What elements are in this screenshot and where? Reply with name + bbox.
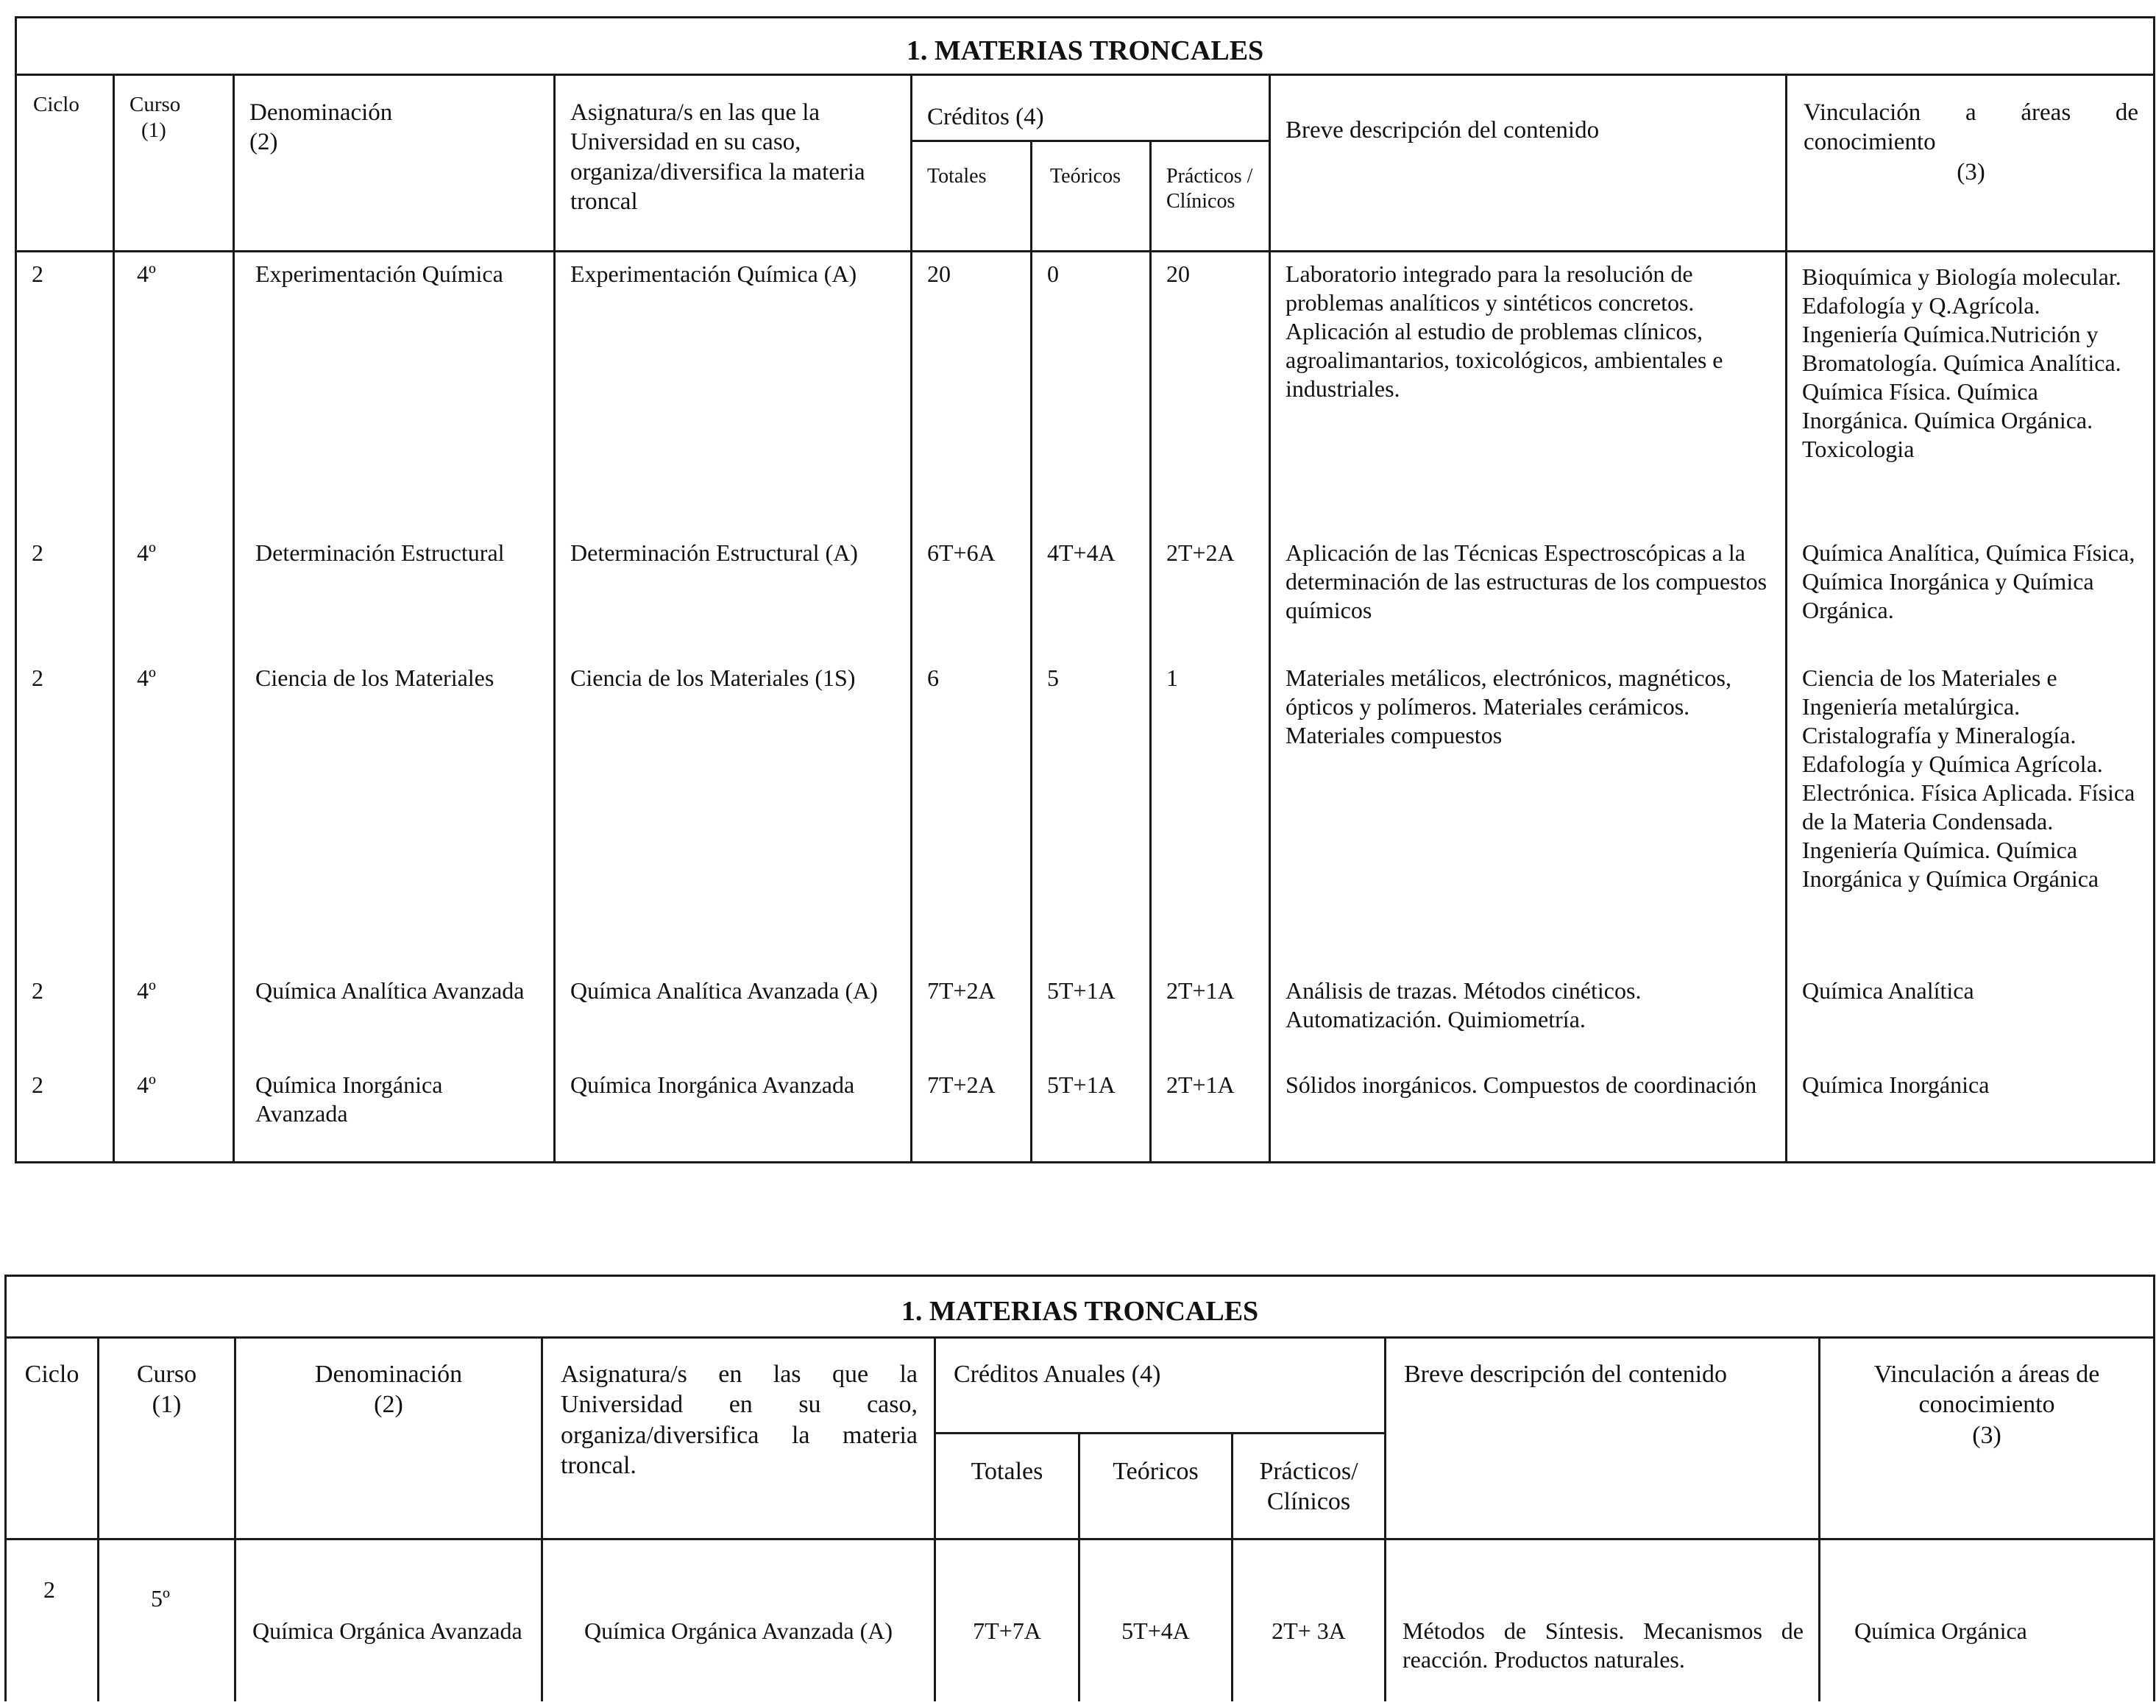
header-descripcion: Breve descripción del contenido xyxy=(1270,75,1787,252)
cell-teoricos: 0 xyxy=(1032,252,1151,531)
cell-curso: 4º xyxy=(114,1063,234,1163)
table-row xyxy=(16,252,2155,531)
cell-practicos: 20 xyxy=(1151,252,1270,531)
cell-vinculacion: Química Analítica xyxy=(1787,969,2155,1063)
cell-ciclo: 2 xyxy=(16,969,114,1063)
table-row xyxy=(16,1063,2155,1163)
cell-totales: 7T+2A xyxy=(912,969,1032,1063)
cell-curso: 5º xyxy=(99,1539,235,1701)
cell-ciclo: 2 xyxy=(16,1063,114,1163)
header-totales: Totales xyxy=(935,1434,1079,1539)
cell-denominacion: Ciencia de los Materiales xyxy=(234,656,555,969)
cell-descripcion: Métodos de Síntesis. Mecanismos de reacción. Productos naturales. xyxy=(1386,1539,1820,1701)
cell-denominacion: Química Inorgánica Avanzada xyxy=(234,1063,555,1163)
cell-vinculacion: Ciencia de los Materiales e Ingeniería metalúrgica. Cristalografía y Mineralogía. Edafología y Química Agrícola. Electrónica. Física Aplicada. Física de la Materia Condensada. Ingeniería Química. Química Inorgánica y Química Orgánica xyxy=(1787,656,2155,969)
cell-descripcion: Materiales metálicos, electrónicos, magnéticos, ópticos y polímeros. Materiales cerámicos. Materiales compuestos xyxy=(1270,656,1787,969)
cell-practicos: 2T+1A xyxy=(1151,1063,1270,1163)
cell-totales: 6 xyxy=(912,656,1032,969)
cell-descripcion: Análisis de trazas. Métodos cinéticos. Automatización. Quimiometría. xyxy=(1270,969,1787,1063)
cell-vinculacion: Química Inorgánica xyxy=(1787,1063,2155,1163)
materias-troncales-table-2 xyxy=(4,1275,2155,1701)
header-curso: Curso (1) xyxy=(114,75,234,252)
cell-teoricos: 5T+1A xyxy=(1032,969,1151,1063)
cell-totales: 7T+7A xyxy=(935,1539,1079,1701)
cell-practicos: 1 xyxy=(1151,656,1270,969)
cell-vinculacion: Química Orgánica xyxy=(1820,1539,2155,1701)
header-totales: Totales xyxy=(912,141,1032,252)
cell-vinculacion: Bioquímica y Biología molecular. Edafología y Q.Agrícola. Ingeniería Química.Nutrición y Bromatología. Química Analítica. Química Física. Química Inorgánica. Química Orgánica. Toxicologia xyxy=(1787,252,2155,531)
header-ciclo: Ciclo xyxy=(16,75,114,252)
header-asignatura: Asignatura/s en las que la Universidad en su caso, organiza/diversifica la materia troncal xyxy=(555,75,912,252)
cell-descripcion: Sólidos inorgánicos. Compuestos de coordinación xyxy=(1270,1063,1787,1163)
cell-descripcion: Laboratorio integrado para la resolución de problemas analíticos y sintéticos concretos. Aplicación al estudio de problemas clínicos, agroalimantarios, toxicológicos, ambientales e industriales. xyxy=(1270,252,1787,531)
cell-asignatura: Experimentación Química (A) xyxy=(555,252,912,531)
cell-totales: 20 xyxy=(912,252,1032,531)
header-teoricos: Teóricos xyxy=(1079,1434,1233,1539)
table-row xyxy=(6,1539,2155,1701)
header-denominacion: Denominación (2) xyxy=(235,1338,542,1539)
cell-asignatura: Química Orgánica Avanzada (A) xyxy=(542,1539,935,1701)
table-row xyxy=(16,969,2155,1063)
cell-denominacion: Química Analítica Avanzada xyxy=(234,969,555,1063)
header-creditos: Créditos (4) xyxy=(912,75,1270,141)
cell-descripcion: Aplicación de las Técnicas Espectroscópicas a la determinación de las estructuras de los compuestos químicos xyxy=(1270,531,1787,656)
header-teoricos: Teóricos xyxy=(1032,141,1151,252)
cell-curso: 4º xyxy=(114,656,234,969)
header-descripcion: Breve descripción del contenido xyxy=(1386,1338,1820,1539)
cell-teoricos: 5T+1A xyxy=(1032,1063,1151,1163)
header-asignatura: Asignatura/s en las que la Universidad en su caso, organiza/diversifica la materia troncal. xyxy=(542,1338,935,1539)
table-row xyxy=(16,656,2155,969)
cell-ciclo: 2 xyxy=(16,252,114,531)
cell-teoricos: 5T+4A xyxy=(1079,1539,1233,1701)
cell-totales: 7T+2A xyxy=(912,1063,1032,1163)
header-vinculacion: Vinculación a áreas de conocimiento (3) xyxy=(1787,75,2155,252)
header-curso: Curso (1) xyxy=(99,1338,235,1539)
table-title: 1. MATERIAS TRONCALES xyxy=(6,1276,2155,1338)
cell-practicos: 2T+ 3A xyxy=(1233,1539,1386,1701)
cell-vinculacion: Química Analítica, Química Física, Química Inorgánica y Química Orgánica. xyxy=(1787,531,2155,656)
header-vinculacion: Vinculación a áreas de conocimiento (3) xyxy=(1820,1338,2155,1539)
cell-ciclo: 2 xyxy=(16,531,114,656)
cell-ciclo: 2 xyxy=(6,1539,99,1701)
cell-curso: 4º xyxy=(114,252,234,531)
header-creditos: Créditos Anuales (4) xyxy=(935,1338,1386,1434)
cell-curso: 4º xyxy=(114,969,234,1063)
cell-denominacion: Química Orgánica Avanzada xyxy=(235,1539,542,1701)
header-practicos: Prácticos / Clínicos xyxy=(1151,141,1270,252)
cell-practicos: 2T+1A xyxy=(1151,969,1270,1063)
cell-asignatura: Determinación Estructural (A) xyxy=(555,531,912,656)
cell-denominacion: Determinación Estructural xyxy=(234,531,555,656)
cell-ciclo: 2 xyxy=(16,656,114,969)
cell-practicos: 2T+2A xyxy=(1151,531,1270,656)
cell-teoricos: 4T+4A xyxy=(1032,531,1151,656)
cell-curso: 4º xyxy=(114,531,234,656)
materias-troncales-table-1 xyxy=(15,16,2155,1163)
table-row xyxy=(16,531,2155,656)
cell-asignatura: Química Inorgánica Avanzada xyxy=(555,1063,912,1163)
table-title: 1. MATERIAS TRONCALES xyxy=(16,18,2155,75)
cell-denominacion: Experimentación Química xyxy=(234,252,555,531)
header-practicos: Prácticos/ Clínicos xyxy=(1233,1434,1386,1539)
header-ciclo: Ciclo xyxy=(6,1338,99,1539)
cell-teoricos: 5 xyxy=(1032,656,1151,969)
cell-asignatura: Química Analítica Avanzada (A) xyxy=(555,969,912,1063)
cell-totales: 6T+6A xyxy=(912,531,1032,656)
header-denominacion: Denominación (2) xyxy=(234,75,555,252)
cell-asignatura: Ciencia de los Materiales (1S) xyxy=(555,656,912,969)
